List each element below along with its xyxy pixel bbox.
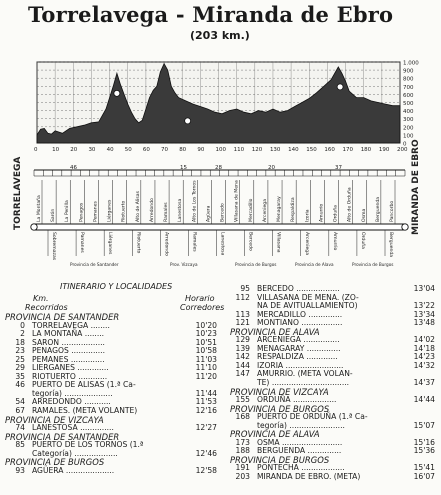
mountain-pass-marker [337, 84, 343, 90]
pass-time: 11'20 [195, 371, 217, 381]
locality-name: PENAGOS .............. [32, 346, 106, 356]
pass-time: 14'44 [413, 395, 435, 405]
locality-name: AGÜERA .................... [32, 465, 115, 475]
province-heading: PROVINCIA DE BURGOS [230, 454, 330, 465]
place-label-top: Agüera [206, 205, 212, 222]
km-tick-label: 40 [106, 147, 114, 153]
locality-name: LANESTOSA .............. [32, 423, 114, 433]
place-label-bottom: Lanestosa [219, 232, 225, 256]
itinerary-row [230, 473, 435, 482]
locality-name: VILLASANA DE MENA. (ZO- [257, 292, 359, 302]
km-value: 173 [235, 437, 250, 447]
province-note: Provincia de Burgos [352, 262, 394, 267]
section-distance-label: 20 [268, 165, 275, 171]
place-label-top: Orduña [333, 205, 339, 222]
locality-name: AMURRIO. (META VOLAN- [257, 369, 353, 379]
km-value: 85 [15, 440, 25, 450]
locality-name: PEMANES .............. [32, 354, 105, 364]
km-tick-label: 170 [342, 147, 354, 153]
pass-time: 11'10 [195, 363, 217, 373]
pass-time: 11'44 [195, 388, 217, 398]
km-value: 95 [240, 284, 250, 293]
km-tick-label: 80 [179, 147, 187, 153]
locality-name: RIOTUERTO ............ [32, 371, 108, 381]
locality-name: PUERTO DE LOS TORNOS (1.ª [32, 440, 144, 450]
province-heading: PROVINCIA DE BURGOS [5, 457, 105, 468]
km-value: 74 [15, 423, 25, 433]
km-header-sub: Recorridos [25, 303, 68, 312]
locality-name: tegoría) .................... [32, 388, 113, 398]
km-tick-label: 90 [197, 147, 205, 153]
locality-name: LIERGANES ............. [32, 363, 109, 373]
pass-time: 11'03 [195, 354, 217, 364]
pass-time: 13'34 [413, 309, 435, 319]
time-header: Horario [185, 294, 215, 303]
pass-time: 12'58 [195, 465, 217, 475]
section-distance-label: 37 [335, 165, 342, 171]
place-label-bottom: Riotuerto [135, 232, 141, 254]
km-value: 35 [15, 371, 25, 381]
place-label-top: Liérganes [107, 199, 113, 222]
locality-name: ARCENIEGA ............... [257, 335, 340, 345]
place-label-bottom: Arredondo [163, 232, 169, 256]
mountain-pass-marker [185, 118, 191, 124]
place-label-bottom: Liérganes [107, 232, 113, 255]
km-value: 67 [15, 406, 25, 416]
province-heading: PROVINCIA DE ALAVA [230, 326, 320, 337]
place-label-top: Respaldiza [291, 197, 297, 222]
place-label-top: Alto de Alisas [135, 191, 141, 222]
km-value: 191 [235, 463, 250, 473]
distance-subtitle: (203 km.) [190, 29, 250, 42]
km-tick-label: 50 [124, 147, 132, 153]
elevation-tick-label: 0 [403, 141, 407, 148]
province-heading: PROVINCIA DE VIZCAYA [230, 386, 329, 397]
km-value: 93 [15, 465, 25, 475]
place-label-top: Pancorbo [390, 200, 395, 222]
locality-name: TORRELAVEGA ........ [32, 320, 110, 330]
province-note: Prov. Vizcaya [170, 262, 198, 267]
locality-name: MENAGARAY .............. [257, 343, 341, 353]
pass-time: 15'07 [413, 420, 435, 430]
place-label-bottom: Berguenda [388, 232, 393, 258]
place-label-top: Izoria [305, 209, 311, 222]
place-label-top: Villasana de Mena [234, 180, 240, 222]
km-tick-label: 100 [215, 147, 226, 153]
km-tick-label: 160 [324, 147, 335, 153]
pass-time: 13'04 [413, 284, 435, 293]
km-value: 23 [15, 346, 25, 356]
locality-name: MONTIANO ................. [257, 318, 343, 328]
province-heading: PROVINCIA DE BURGOS [230, 403, 330, 414]
km-value: 147 [235, 369, 250, 379]
km-tick-label: 190 [378, 147, 390, 153]
pass-time: 13'22 [413, 301, 435, 311]
km-value: 129 [235, 335, 250, 345]
pass-time: 14'23 [413, 352, 435, 362]
pass-time: 16'07 [413, 472, 435, 482]
place-label-bottom: Orduña [359, 232, 365, 249]
pass-time: 10'20 [195, 320, 217, 330]
pass-time: 11'53 [195, 397, 217, 407]
place-label-top: Ramales [164, 202, 170, 222]
km-tick-label: 30 [88, 147, 96, 153]
route-strip [13, 139, 421, 267]
km-value: 168 [235, 412, 250, 422]
section-distance-label: 28 [215, 165, 222, 171]
place-label-top: La Montaña [37, 195, 42, 222]
itinerary-right-column [230, 285, 435, 482]
km-value: 112 [235, 292, 250, 302]
locality-name: RAMALES. (META VOLANTE) [32, 406, 138, 416]
km-tick-label: 120 [251, 147, 263, 153]
pass-time: 15'16 [413, 437, 435, 447]
km-value: 155 [235, 395, 250, 405]
locality-name: LA MONTAÑA ........ [32, 329, 105, 339]
km-tick-label: 60 [142, 147, 150, 153]
start-marker [31, 224, 37, 230]
start-town-label: TORRELAVEGA [13, 156, 23, 230]
province-heading: PROVINCIA DE SANTANDER [5, 431, 120, 442]
locality-name: BERGUENDA .............. [257, 446, 342, 456]
place-label-top: Osma [361, 208, 367, 222]
locality-name: tegoría) ....................... [257, 420, 345, 430]
place-label-bottom: Sobremazas [51, 232, 56, 261]
km-tick-label: 130 [269, 147, 281, 153]
itinerary-header: ITINERARIO Y LOCALIDADES [60, 282, 173, 291]
place-label-top: Arredondo [149, 198, 155, 222]
pass-time: 15'41 [413, 463, 435, 473]
km-tick-label: 140 [288, 147, 299, 153]
place-label-top: Berguenda [375, 196, 381, 222]
elevation-tick-label: 1.000 [403, 60, 419, 67]
place-label-top: La Penilla [65, 200, 71, 222]
locality-name: OSMA ......................... [257, 437, 343, 447]
pass-time: 14'18 [413, 343, 435, 353]
locality-name: PUERTO DE ORDUÑA (1.ª Ca- [257, 412, 368, 422]
place-label-bottom: Arceniega [303, 232, 309, 256]
pass-time: 12'16 [195, 406, 217, 416]
elevation-tick-label: 800 [403, 76, 414, 83]
km-value: 203 [235, 472, 250, 482]
place-label-bottom: Ramales [191, 232, 197, 252]
elevation-tick-label: 500 [403, 101, 414, 107]
locality-name: PONTECHA .................. [257, 463, 345, 473]
place-label-bottom: Pamanes [79, 232, 85, 253]
place-label-top: Riotuerto [121, 200, 127, 222]
elevation-tick-label: 600 [403, 92, 414, 99]
locality-name: ORDUÑA .................. [257, 395, 337, 405]
locality-name: Categoría) .................. [32, 448, 118, 458]
pass-time: 13'48 [413, 318, 435, 328]
elevation-tick-label: 400 [403, 109, 414, 116]
place-label-top: Lanestosa [178, 198, 184, 222]
pass-time: 15'36 [413, 446, 435, 456]
km-value: 0 [20, 320, 25, 330]
km-value: 188 [235, 446, 250, 456]
km-value: 144 [235, 360, 250, 370]
elevation-tick-label: 200 [403, 125, 414, 132]
km-tick-label: 180 [360, 147, 372, 153]
province-heading: PROVINCIA DE ALAVA [230, 429, 320, 440]
locality-name: NA DE AVITUALLAMIENTO) [257, 301, 358, 311]
pass-time: 12'27 [195, 423, 217, 433]
mountain-pass-marker [114, 90, 120, 96]
elevation-tick-label: 300 [403, 117, 414, 124]
km-tick-label: 0 [34, 147, 38, 153]
km-value: 18 [15, 337, 25, 347]
km-tick-label: 110 [233, 147, 245, 153]
itinerary-row [5, 467, 217, 476]
locality-name: IZORIA ........................ [257, 360, 344, 370]
locality-name: TE) ................................ [257, 378, 350, 388]
elevation-tick-label: 900 [403, 68, 414, 75]
locality-name: RESPALDIZA ............. [257, 352, 338, 362]
road-bar [34, 224, 405, 230]
km-value: 2 [20, 329, 25, 339]
locality-name: ARREDONDO ........... [32, 397, 111, 407]
province-heading: PROVINCIA DE SANTANDER [5, 312, 120, 322]
pass-time: 10'23 [195, 329, 217, 339]
province-note: Provincia de Burgos [235, 262, 277, 267]
km-value: 121 [235, 318, 250, 328]
elevation-tick-label: 100 [403, 133, 414, 140]
province-note: Provincia de Santander [70, 262, 119, 267]
km-value: 29 [15, 363, 25, 373]
place-label-top: Alto de Los Tornos [192, 180, 198, 222]
place-label-top: Mercadillo [248, 198, 254, 222]
province-note: Provincia de Alava [295, 262, 334, 267]
pass-time: 14'02 [413, 335, 435, 345]
km-header: Km. [33, 294, 49, 303]
locality-name: SARON .................. [32, 337, 105, 347]
locality-name: MIRANDA DE EBRO. (META) [257, 472, 361, 482]
elevation-tick-label: 700 [403, 84, 414, 91]
locality-name: BERCEDO .................. [257, 284, 340, 293]
km-value: 25 [15, 354, 25, 364]
km-tick-label: 70 [161, 147, 169, 153]
km-tick-label: 10 [52, 147, 60, 153]
pass-time: 10'58 [195, 346, 217, 356]
locality-name: PUERTO DE ALISAS (1.ª Ca- [32, 380, 136, 390]
km-value: 54 [15, 397, 25, 407]
place-label-top: Bercedo [220, 203, 226, 222]
km-value: 142 [235, 352, 250, 362]
section-distance-label: 15 [180, 165, 187, 171]
place-label-top: Penagos [79, 202, 85, 222]
time-header-sub: Corredores [180, 303, 225, 312]
km-tick-label: 150 [306, 147, 317, 153]
place-label-top: Arceniega [262, 198, 268, 222]
place-label-top: Alto de Orduña [347, 187, 353, 222]
place-label-top: Sarón [51, 208, 57, 222]
elevation-profile [34, 61, 419, 154]
province-heading: PROVINCIA DE VIZCAYA [5, 414, 104, 425]
place-label-top: Amurrio [319, 203, 325, 222]
km-tick-label: 20 [70, 147, 78, 153]
place-label-bottom: Bercedo [247, 232, 253, 251]
place-label-bottom: Amurrio [331, 232, 337, 251]
km-value: 46 [15, 380, 25, 390]
locality-name: MERCADILLO .............. [257, 309, 343, 319]
km-tick-label: 200 [397, 147, 408, 153]
itinerary-left-column [5, 313, 217, 475]
pass-time: 14'32 [413, 360, 435, 370]
pass-time: 10'51 [195, 337, 217, 347]
km-value: 113 [235, 309, 250, 319]
finish-town-label: MIRANDA DE EBRO [411, 139, 421, 235]
place-label-top: Menagaray [277, 196, 283, 222]
finish-marker [402, 224, 408, 230]
place-label-bottom: Villasana [275, 232, 281, 253]
pass-time: 12'46 [195, 448, 217, 458]
section-distance-label: 46 [70, 165, 77, 171]
km-value: 139 [235, 343, 250, 353]
pass-time: 14'37 [413, 378, 435, 388]
page-title: Torrelavega - Miranda de Ebro [28, 2, 394, 27]
place-label-top: Pemanes [93, 201, 99, 222]
